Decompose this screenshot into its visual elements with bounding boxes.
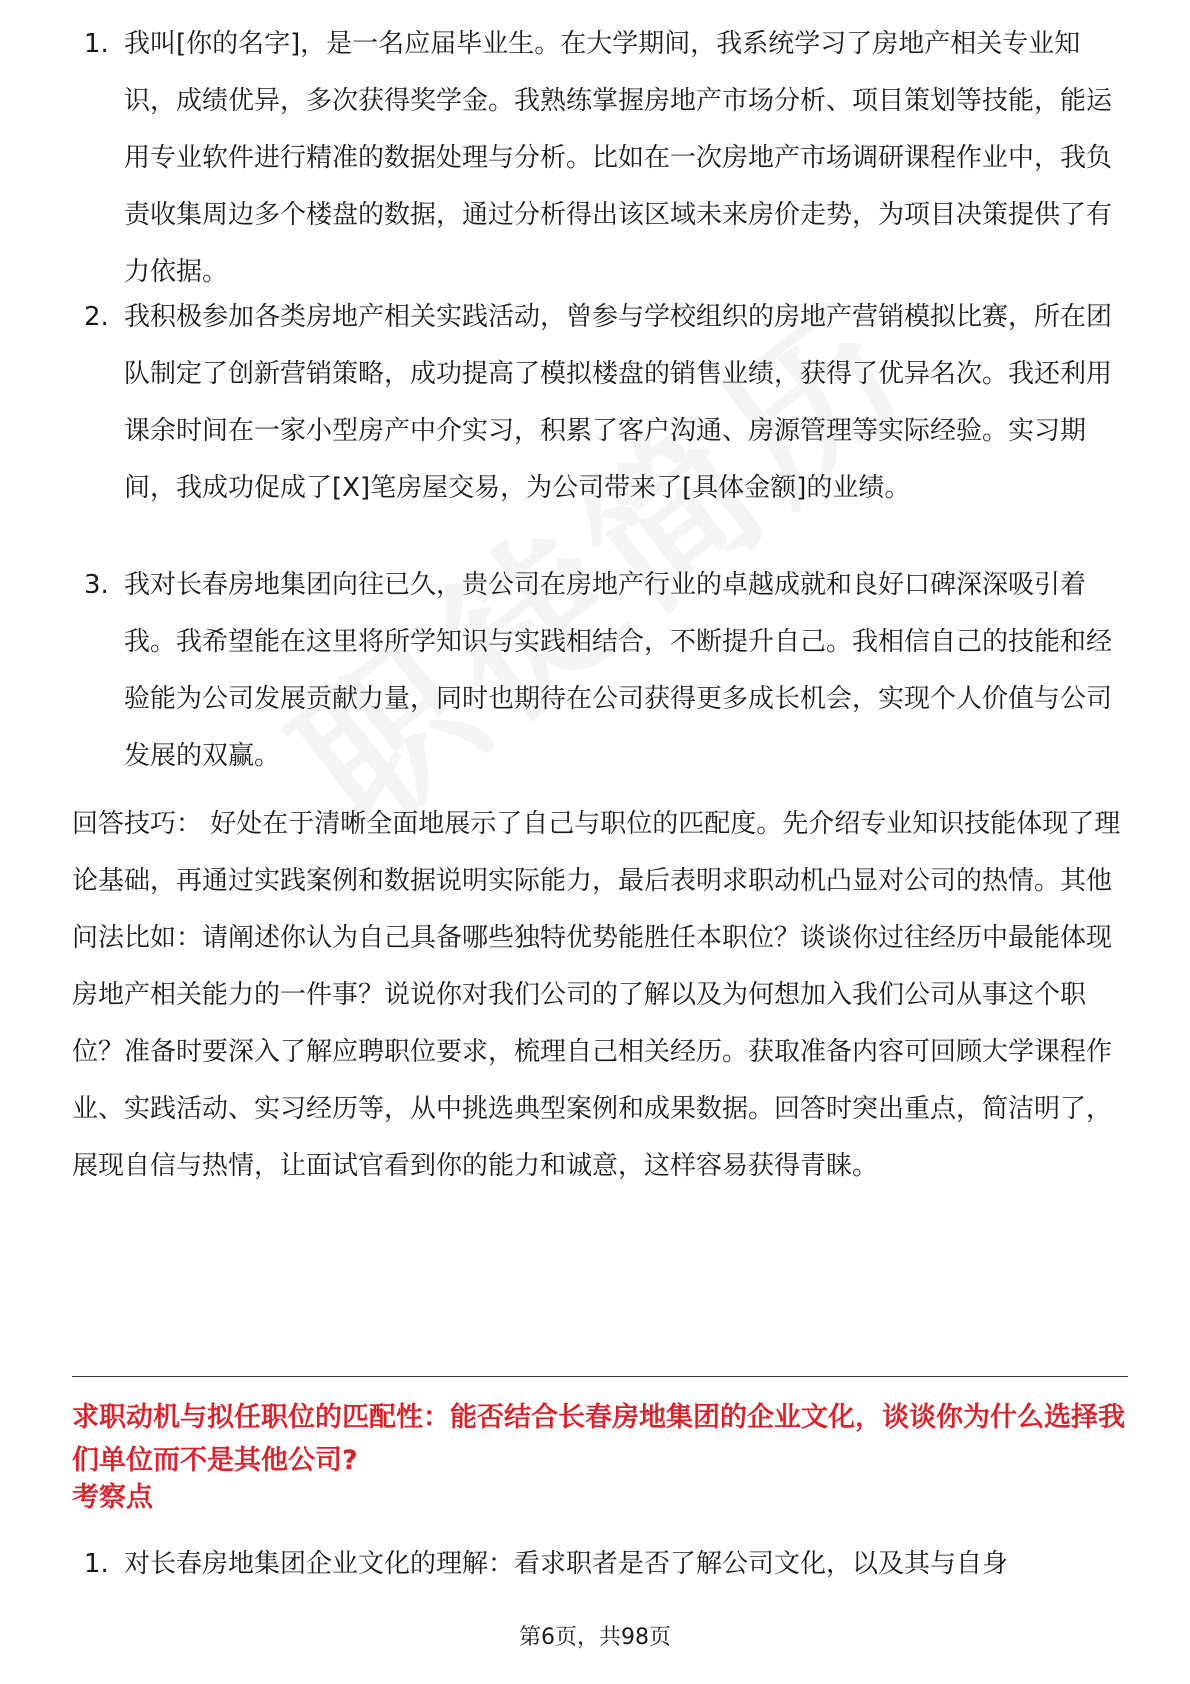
list-number: 3. [84, 570, 109, 600]
list-item [0, 1536, 1190, 1593]
list-number: 2. [84, 302, 109, 332]
list-item-text: 我积极参加各类房地产相关实践活动，曾参与学校组织的房地产营销模拟比赛，所在团队制定了创新营销策略，成功提高了模拟楼盘的销售业绩，获得了优异名次。我还利用课余时间在一家小型房产中介实习，积累了客户沟通、房源管理等实际经验。实习期间，我成功促成了[X]笔房屋交易，为公司带来了[具体金额]的业绩。 [124, 302, 1113, 503]
list-item [0, 289, 1190, 517]
answer-list-3 [0, 557, 1190, 785]
section-divider [72, 1376, 1128, 1377]
assessment-list [0, 1536, 1190, 1593]
list-number: 1. [84, 1549, 109, 1579]
page-footer: 第6页，共98页 [519, 1625, 671, 1650]
list-item-text: 我叫[你的名字]，是一名应届毕业生。在大学期间，我系统学习了房地产相关专业知识，成绩优异，多次获得奖学金。我熟练掌握房地产市场分析、项目策划等技能，能运用专业软件进行精准的数据处理与分析。比如在一次房地产市场调研课程作业中，我负责收集周边多个楼盘的数据，通过分析得出该区域未来房价走势，为项目决策提供了有力依据。 [124, 29, 1113, 287]
section-label: 考察点 [72, 1482, 153, 1513]
answer-list [0, 16, 1190, 301]
answer-list-2 [0, 289, 1190, 517]
question-title: 求职动机与拟任职位的匹配性：能否结合长春房地集团的企业文化，谈谈你为什么选择我们单位而不是其他公司? [72, 1402, 1125, 1476]
list-item [0, 557, 1190, 785]
answer-tips: 回答技巧： 好处在于清晰全面地展示了自己与职位的匹配度。先介绍专业知识技能体现了理论基础，再通过实践案例和数据说明实际能力，最后表明求职动机凸显对公司的热情。其他问法比如：请阐述你认为自己具备哪些独特优势能胜任本职位？谈谈你过往经历中最能体现房地产相关能力的一件事？说说你对我们公司的了解以及为何想加入我们公司从事这个职位？准备时要深入了解应聘职位要求，梳理自己相关经历。获取准备内容可回顾大学课程作业、实践活动、实习经历等，从中挑选典型案例和成果数据。回答时突出重点，简洁明了，展现自信与热情，让面试官看到你的能力和诚意，这样容易获得青睐。 [72, 809, 1121, 1181]
list-item-text: 对长春房地集团企业文化的理解：看求职者是否了解公司文化，以及其与自身 [124, 1549, 1009, 1579]
list-item-text: 我对长春房地集团向往已久，贵公司在房地产行业的卓越成就和良好口碑深深吸引着我。我希望能在这里将所学知识与实践相结合，不断提升自己。我相信自己的技能和经验能为公司发展贡献力量，同时也期待在公司获得更多成长机会，实现个人价值与公司发展的双赢。 [124, 570, 1113, 771]
list-number: 1. [84, 29, 109, 59]
list-item [0, 16, 1190, 301]
